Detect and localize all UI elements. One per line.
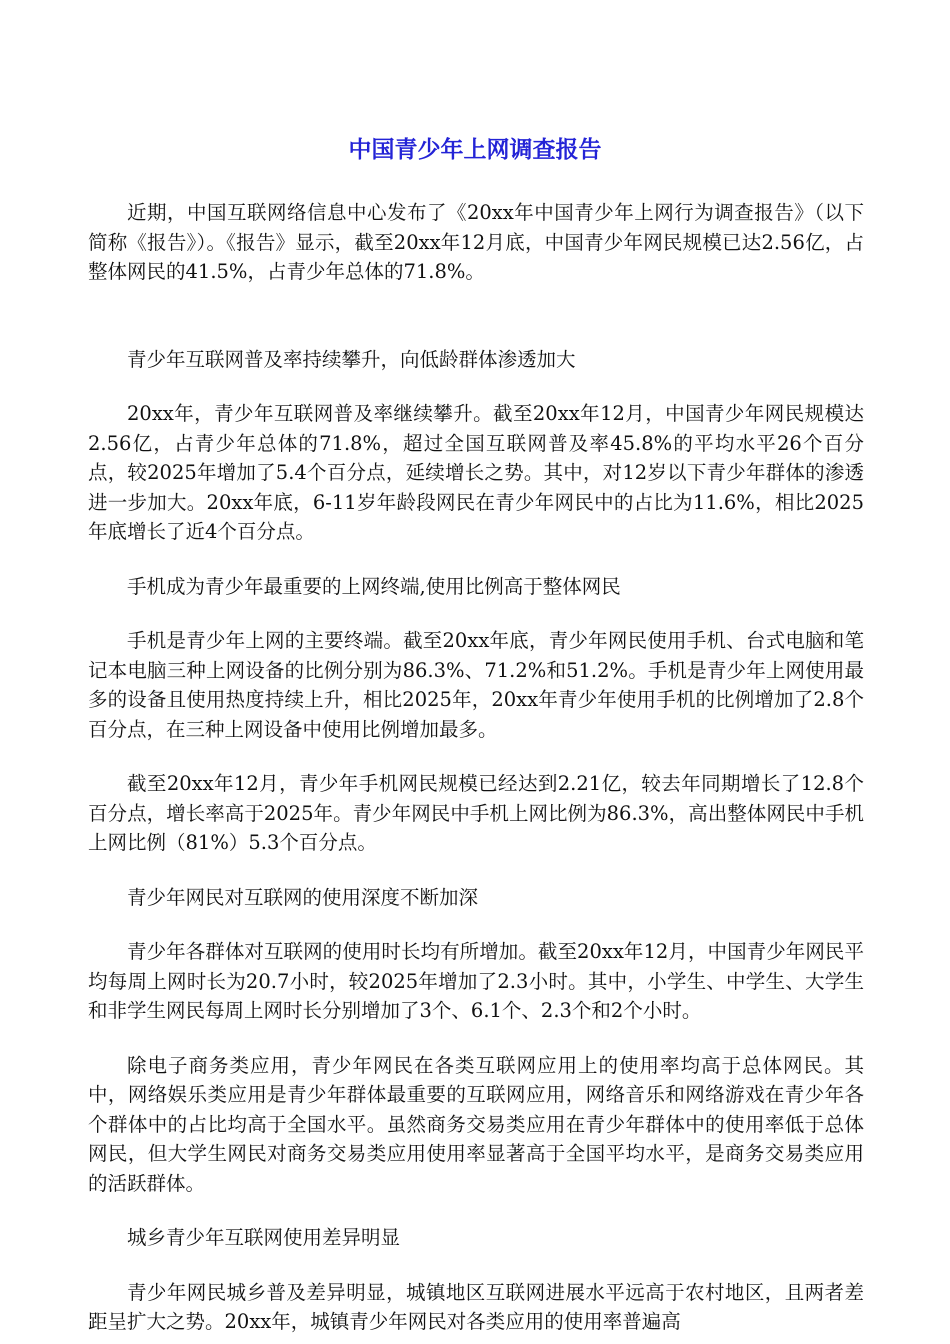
document-body — [88, 198, 864, 1337]
paragraph-penetration: 20xx年，青少年互联网普及率继续攀升。截至20xx年12月，中国青少年网民规模达2.56亿，占青少年总体的71.8%，超过全国互联网普及率45.8%的平均水平26个百分点，较2025年增加了5.4个百分点，延续增长之势。其中，对12岁以下青少年群体的渗透进一步加大。20xx年底，6-11岁年龄段网民在青少年网民中的占比为11.6%，相比2025年底增长了近4个百分点。 — [88, 402, 864, 543]
paragraph-mobile-users: 截至20xx年12月，青少年手机网民规模已经达到2.21亿，较去年同期增长了12.8个百分点，增长率高于2025年。青少年网民中手机上网比例为86.3%，高出整体网民中手机上网比例（81%）5.3个百分点。 — [88, 772, 864, 854]
paragraph-urban-rural: 青少年网民城乡普及差异明显，城镇地区互联网进展水平远高于农村地区，且两者差距呈扩大之势。20xx年，城镇青少年网民对各类应用的使用率普遍高 — [88, 1280, 864, 1333]
paragraph-intro: 近期，中国互联网络信息中心发布了《20xx年中国青少年上网行为调查报告》（以下简称《报告》）。《报告》显示，截至20xx年12月底，中国青少年网民规模已达2.56亿，占整体网民的41.5%，占青少年总体的71.8%。 — [88, 201, 864, 283]
section-heading-urban-rural: 城乡青少年互联网使用差异明显 — [127, 1226, 401, 1249]
page-title: 中国青少年上网调查报告 — [348, 137, 602, 163]
section-heading-penetration: 青少年互联网普及率持续攀升，向低龄群体渗透加大 — [127, 347, 576, 371]
section-heading-mobile: 手机成为青少年最重要的上网终端,使用比例高于整体网民 — [127, 574, 621, 598]
paragraph-mobile-devices: 手机是青少年上网的主要终端。截至20xx年底，青少年网民使用手机、台式电脑和笔记本电脑三种上网设备的比例分别为86.3%、71.2%和51.2%。手机是青少年上网使用最多的设备且使用热度持续上升，相比2025年，20xx年青少年使用手机的比例增加了2.8个百分点，在三种上网设备中使用比例增加最多。 — [88, 629, 864, 741]
paragraph-usage-time: 青少年各群体对互联网的使用时长均有所增加。截至20xx年12月，中国青少年网民平均每周上网时长为20.7小时，较2025年增加了2.3小时。其中，小学生、中学生、大学生和非学生网民每周上网时长分别增加了3个、6.1个、2.3个和2个小时。 — [88, 940, 864, 1022]
section-heading-usage-depth: 青少年网民对互联网的使用深度不断加深 — [127, 885, 479, 909]
paragraph-applications: 除电子商务类应用，青少年网民在各类互联网应用上的使用率均高于总体网民。其中，网络娱乐类应用是青少年群体最重要的互联网应用，网络音乐和网络游戏在青少年各个群体中的占比均高于全国水平。虽然商务交易类应用在青少年群体中的使用率低于总体网民，但大学生网民对商务交易类应用使用率显著高于全国平均水平，是商务交易类应用的活跃群体。 — [88, 1053, 864, 1195]
